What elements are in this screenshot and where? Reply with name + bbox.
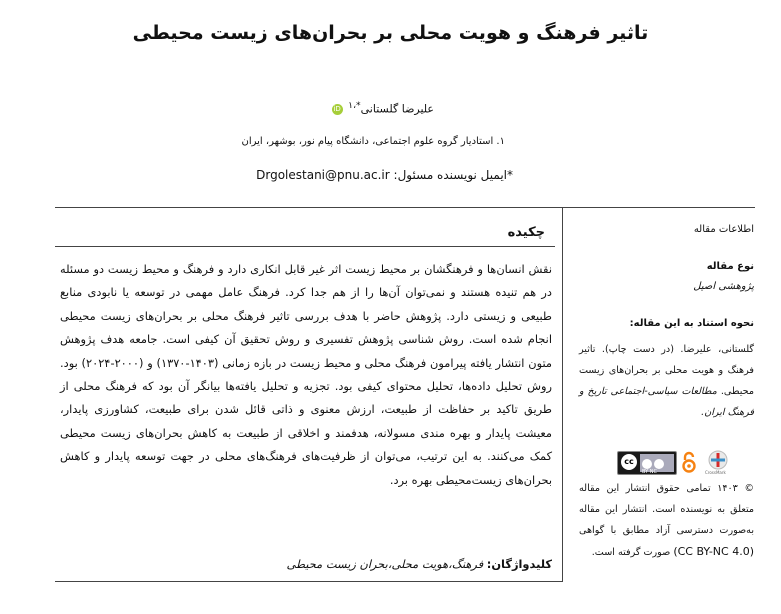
- citation-plain: گلستانی، علیرضا. (در دست چاپ). تاثیر فرهنگ و هویت محلی بر بحران‌های زیست محیطی.: [579, 344, 754, 397]
- open-access-icon: [681, 451, 697, 473]
- keywords-value: فرهنگ،هویت محلی،بحران زیست محیطی: [286, 557, 484, 571]
- article-title: تاثیر فرهنگ و هویت محلی بر بحران‌های زیست محیطی: [132, 22, 649, 44]
- abstract-heading-divider: [55, 246, 555, 247]
- cc-sub-label: BY NC: [642, 469, 658, 475]
- license-text: [579, 478, 754, 563]
- cc-by-nc-badge-icon[interactable]: [617, 451, 677, 475]
- author-marks: *،۱: [348, 100, 361, 111]
- email-value[interactable]: Drgolestani@pnu.ac.ir: [256, 168, 390, 182]
- column-divider: [562, 207, 563, 581]
- top-divider: [55, 207, 755, 208]
- bottom-divider: [55, 581, 563, 582]
- author-line: [134, 100, 434, 116]
- license-tail: صورت گرفته است.: [591, 547, 671, 558]
- orcid-icon[interactable]: iD: [333, 105, 341, 114]
- keywords: [282, 557, 552, 571]
- article-type-value: پژوهشی اصیل: [693, 281, 754, 292]
- license-main: © ۱۴۰۳ تمامی حقوق انتشار این مقاله متعلق به نویسنده است. انتشار این مقاله به‌صورت دسترسی آزاد مطابق با گواهی: [579, 483, 754, 536]
- citation-journal: مطالعات سیاسی-اجتماعی تاریخ و فرهنگ ایران.: [579, 386, 754, 418]
- email-label: *ایمیل نویسنده مسئول:: [393, 168, 513, 182]
- abstract-body: نقش انسان‌ها و فرهنگشان بر محیط زیست اثر غیر قابل انکاری دارد و فرهنگ و محیط زیست دو مسئله در هم تنیده هستند و نمی‌توان آن‌ها را از هم جدا کرد. فرهنگ عامل مهمی در توسعه یا نابودی منابع طبیعی و زیستی دارد. پژوهش حاضر با هدف بررسی تاثیر فرهنگ محلی بر بحران‌های زیست محیطی انجام شده است. روش شناسی پژوهش تفسیری و روش تحقیق آن کیفی است. جامعه هدف پژوهش متون انتشار یافته پیرامون فرهنگ محلی و محیط زیست در بازه زمانی (۱۴۰۳-۱۳۷۰) و (۲۰۰۰-۲۰۲۴) بود. روش تحلیل داده‌ها، تحلیل محتوای کیفی بود. تجزیه و تحلیل یافته‌ها بیانگر آن بود که فرهنگ محلی از طریق تاکید بر حفاظت از طبیعت، ارزش معنوی و ذاتی قائل شدن برای طبیعت، کشاورزی پایدار، معیشت پایدار و بهره مندی مسولانه، هدفمند و اخلاقی از طبیعت به کاهش بحران‌های زیست محیطی کمک می‌کنند. به این ترتیب، می‌توان از ظرفیت‌های فرهنگ‌های محلی در جهت توسعه پایدار و کاهش بحران‌های زیست‌محیطی بهره برد.: [60, 262, 552, 487]
- article-info-heading: اطلاعات مقاله: [693, 224, 754, 235]
- citation-label: نحوه استناد به این مقاله:: [629, 318, 754, 329]
- corresponding-email: [256, 168, 513, 182]
- article-type-label: نوع مقاله: [706, 261, 754, 272]
- affiliation: ۱. استادیار گروه علوم اجتماعی، دانشگاه پیام نور، بوشهر، ایران: [241, 136, 505, 147]
- keywords-label: کلیدواژگان:: [486, 557, 552, 571]
- abstract-heading: چکیده: [507, 225, 545, 240]
- crossmark-label: CrossMark: [705, 470, 726, 475]
- cc-icon: cc: [621, 454, 637, 470]
- author-name: علیرضا گلستانی: [360, 102, 434, 116]
- license-logos: [617, 451, 737, 475]
- license-code[interactable]: (CC BY-NC 4.0): [673, 545, 754, 558]
- citation-text: [579, 339, 754, 423]
